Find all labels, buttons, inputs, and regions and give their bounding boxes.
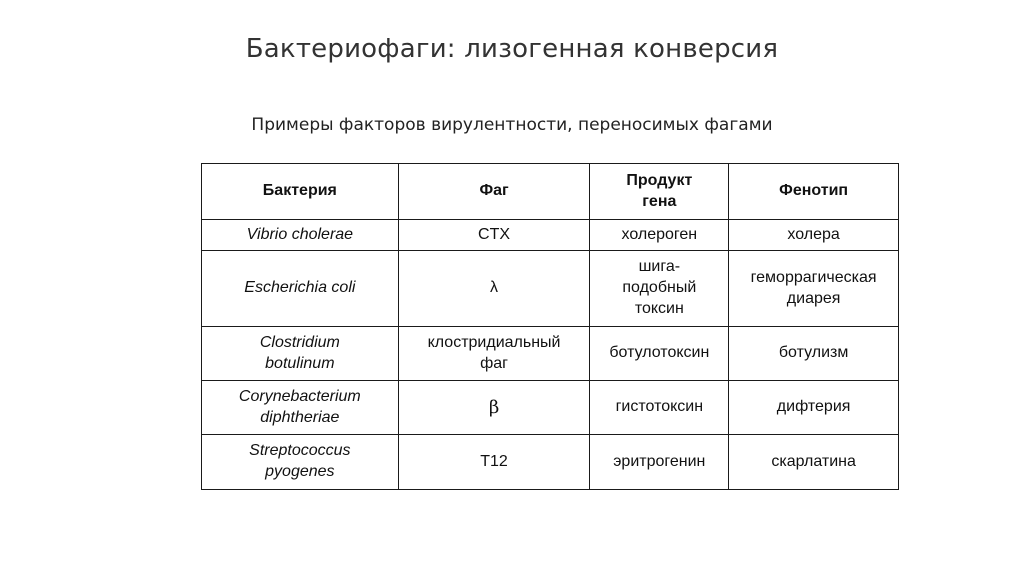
cell-phenotype: холера [729, 220, 899, 251]
table-row [202, 381, 899, 435]
cell-phage: T12 [398, 435, 590, 490]
cell-gene-product: эритрогенин [590, 435, 729, 490]
cell-phenotype: скарлатина [729, 435, 899, 490]
cell-gene-product: гистотоксин [590, 381, 729, 435]
cell-phage: клостридиальный фаг [398, 327, 590, 381]
cell-bacteria: Corynebacterium diphtheriae [202, 381, 399, 435]
cell-phage: λ [398, 251, 590, 327]
header-gene-product: Продукт гена [590, 164, 729, 220]
cell-phage: CTX [398, 220, 590, 251]
virulence-factors-table [201, 163, 899, 490]
header-phage: Фаг [398, 164, 590, 220]
cell-phage: β [398, 381, 590, 435]
cell-bacteria: Streptococcus pyogenes [202, 435, 399, 490]
table-row [202, 435, 899, 490]
cell-phenotype: ботулизм [729, 327, 899, 381]
cell-gene-product: шига-подобный токсин [590, 251, 729, 327]
cell-gene-product: ботулотоксин [590, 327, 729, 381]
cell-gene-product: холероген [590, 220, 729, 251]
header-bacteria: Бактерия [202, 164, 399, 220]
slide-subtitle: Примеры факторов вирулентности, переносимых фагами [251, 115, 773, 135]
header-phenotype: Фенотип [729, 164, 899, 220]
cell-bacteria: Clostridium botulinum [202, 327, 399, 381]
cell-phenotype: дифтерия [729, 381, 899, 435]
table-row [202, 251, 899, 327]
slide-title: Бактериофаги: лизогенная конверсия [245, 34, 779, 64]
table-header-row [202, 164, 899, 220]
cell-phenotype: геморрагическая диарея [729, 251, 899, 327]
cell-bacteria: Vibrio cholerae [202, 220, 399, 251]
cell-bacteria: Escherichia coli [202, 251, 399, 327]
table-row [202, 327, 899, 381]
table-row [202, 220, 899, 251]
